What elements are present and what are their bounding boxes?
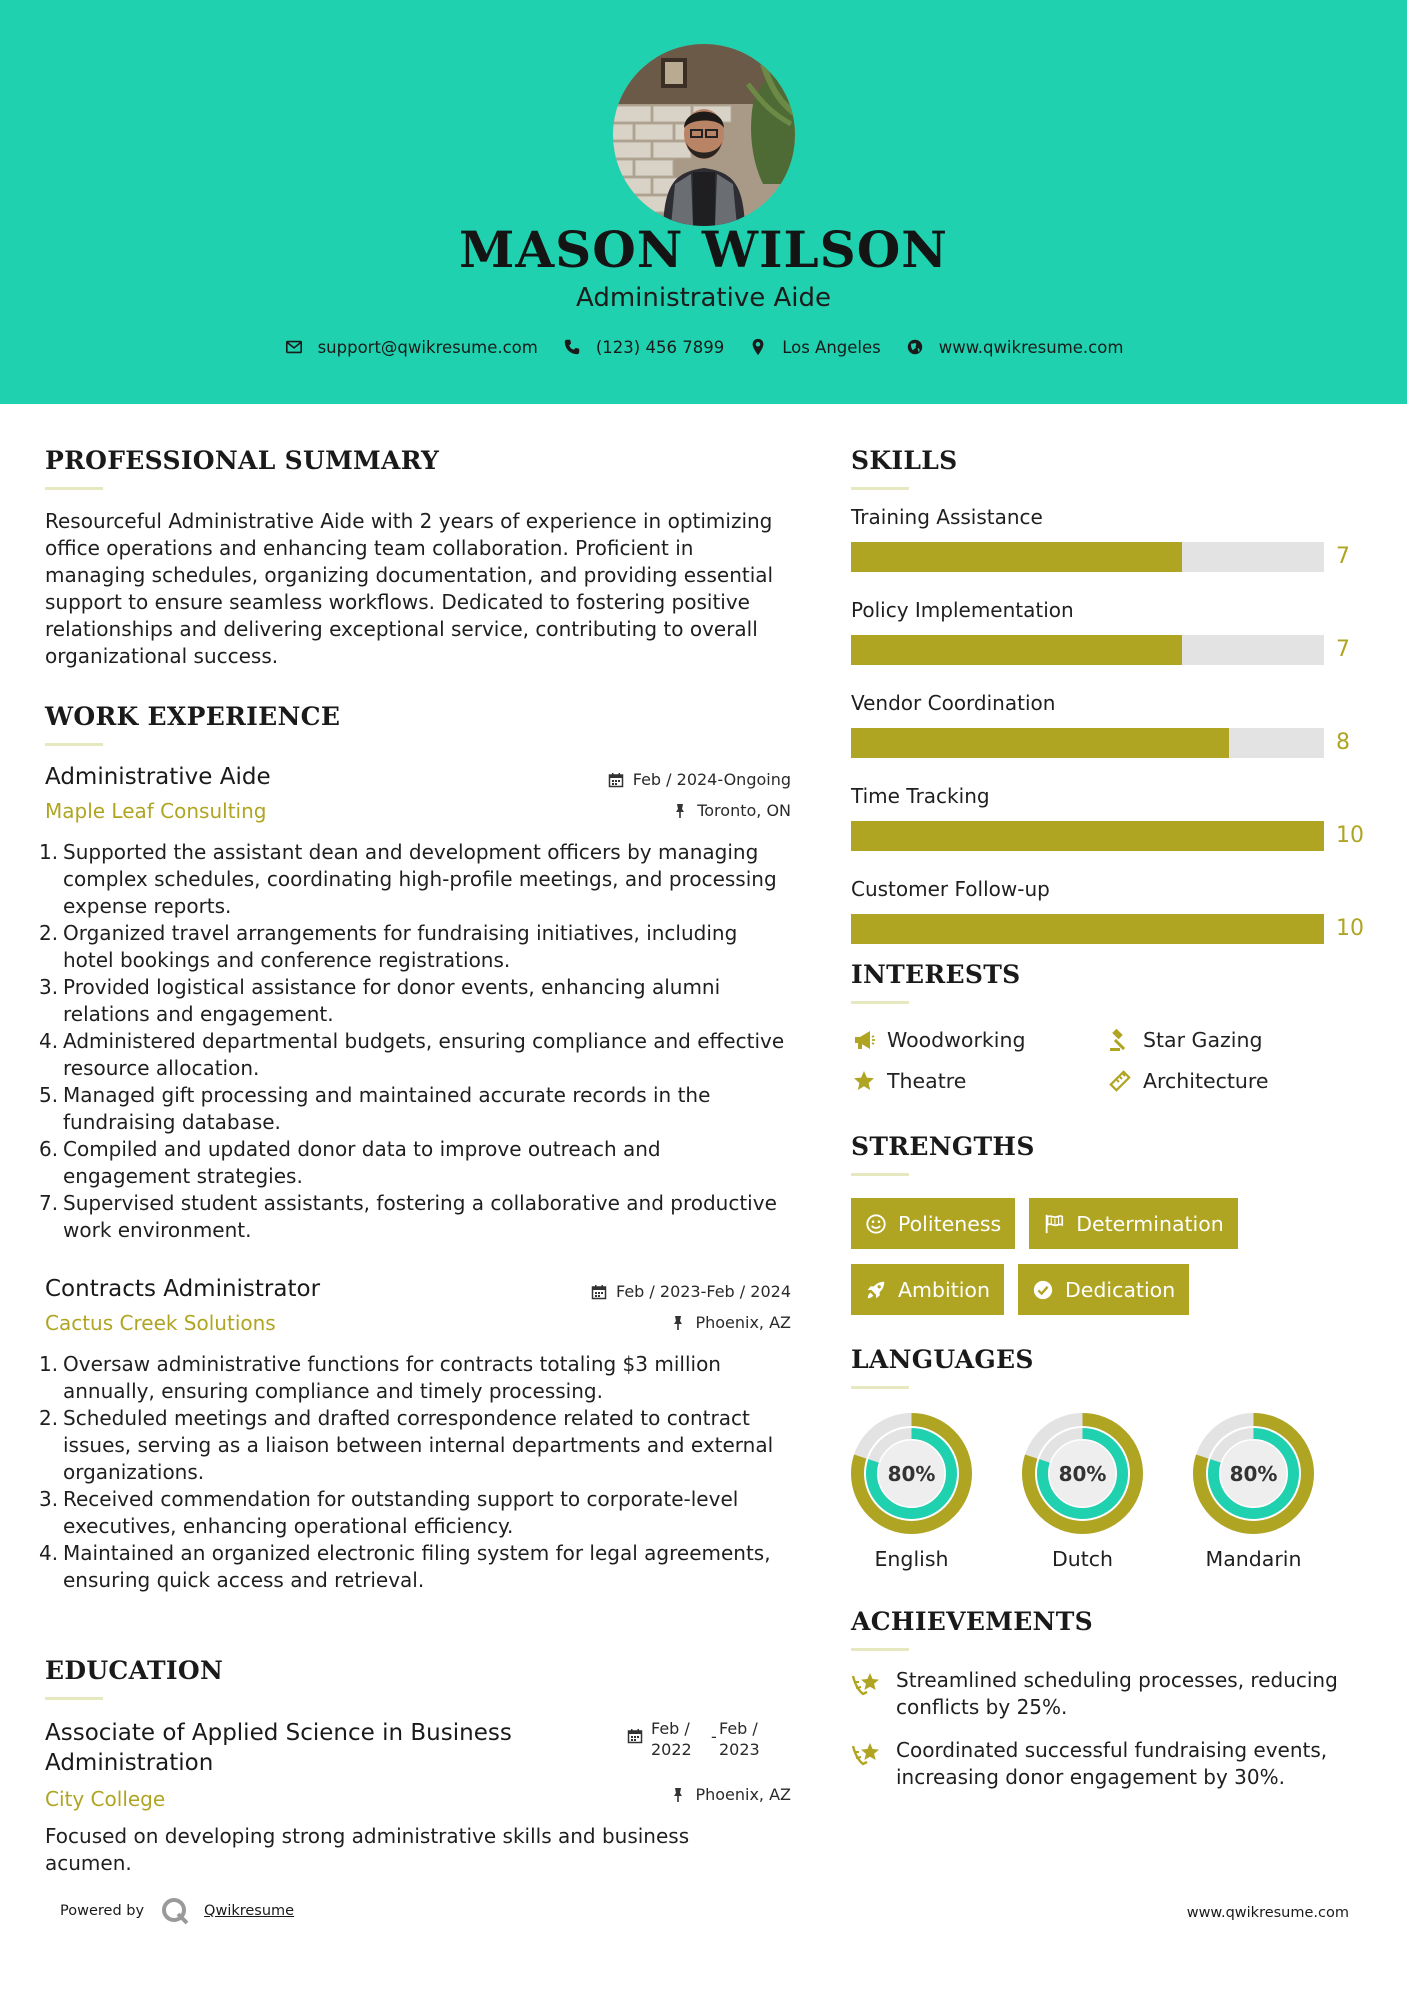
strengths-heading: STRENGTHS xyxy=(851,1132,1035,1161)
skill-item xyxy=(851,877,1371,944)
phone-icon xyxy=(562,337,582,357)
list-item: 3. Received commendation for outstanding support to corporate-level executives, enhancing operational efficiency. xyxy=(39,1487,739,1538)
achievement-text: Streamlined scheduling processes, reducing conflicts by 25%. xyxy=(896,1668,1338,1719)
interest-label: Theatre xyxy=(887,1069,967,1093)
profile-photo xyxy=(613,44,795,226)
job-entry xyxy=(39,764,791,1244)
skill-bar-fill xyxy=(851,542,1182,572)
experience-heading: WORK EXPERIENCE xyxy=(45,702,341,731)
skill-label: Vendor Coordination xyxy=(851,691,1056,715)
section-divider xyxy=(45,487,103,490)
languages-section xyxy=(851,1345,1371,1571)
rocket-icon xyxy=(865,1279,887,1301)
strengths-section xyxy=(851,1132,1371,1330)
job-date xyxy=(591,1282,791,1301)
interests-section xyxy=(851,960,1371,1093)
skill-item xyxy=(851,784,1371,851)
education-section xyxy=(45,1656,791,1877)
job-location xyxy=(670,1313,791,1332)
skill-bar xyxy=(851,821,1371,851)
map-pin-icon xyxy=(748,337,768,357)
list-item: 4. Maintained an organized electronic filing system for legal agreements, ensuring quick access and retrieval. xyxy=(39,1541,771,1592)
interests-list xyxy=(851,1028,1371,1093)
resume-header xyxy=(0,0,1407,404)
pushpin-icon xyxy=(670,1315,686,1331)
strength-chip xyxy=(1018,1264,1189,1315)
section-divider xyxy=(45,743,103,746)
job-title: Administrative Aide xyxy=(45,764,271,790)
language-percent: 80% xyxy=(887,1461,936,1486)
job-bullets xyxy=(39,839,791,1244)
skill-bar xyxy=(851,542,1371,572)
achievement-text: Coordinated successful fundraising events, increasing donor engagement by 30%. xyxy=(896,1738,1328,1789)
school-name: City College xyxy=(45,1787,166,1811)
skill-bar xyxy=(851,914,1371,944)
language-ring xyxy=(851,1413,972,1534)
star-icon xyxy=(851,1069,877,1093)
skill-bar-fill xyxy=(851,821,1324,851)
skill-bar-track xyxy=(851,635,1324,665)
section-divider xyxy=(851,487,909,490)
strength-label: Politeness xyxy=(898,1211,1002,1236)
language-item xyxy=(1022,1413,1193,1571)
skill-bar xyxy=(851,728,1371,758)
pushpin-icon xyxy=(670,1787,686,1803)
skill-bar-track xyxy=(851,821,1324,851)
location-text: Los Angeles xyxy=(782,337,881,357)
language-name: English xyxy=(874,1547,949,1571)
language-item xyxy=(851,1413,1022,1571)
job-location-text: Phoenix, AZ xyxy=(695,1313,791,1332)
skill-value: 10 xyxy=(1336,916,1364,941)
language-percent: 80% xyxy=(1058,1461,1107,1486)
pushpin-icon xyxy=(672,803,688,819)
footer-powered-by xyxy=(60,1896,294,1926)
skill-label: Time Tracking xyxy=(851,784,990,808)
achievements-heading: ACHIEVEMENTS xyxy=(851,1607,1093,1636)
section-divider xyxy=(851,1173,909,1176)
contact-phone[interactable] xyxy=(562,337,724,357)
list-item: 5. Managed gift processing and maintained accurate records in the fundraising database. xyxy=(39,1083,711,1134)
skill-bar-fill xyxy=(851,728,1229,758)
degree-line: Administration xyxy=(45,1750,214,1776)
section-divider xyxy=(851,1001,909,1004)
job-company: Maple Leaf Consulting xyxy=(45,799,267,823)
education-date: Feb / 2022 - Feb / 2023 xyxy=(627,1718,760,1760)
skill-bar-track xyxy=(851,728,1324,758)
language-ring xyxy=(1022,1413,1143,1534)
star-medal-icon xyxy=(851,1668,887,1698)
language-name: Dutch xyxy=(1051,1547,1114,1571)
strength-label: Ambition xyxy=(898,1277,990,1302)
website-text[interactable]: www.qwikresume.com xyxy=(938,337,1124,357)
list-item: 6. Compiled and updated donor data to improve outreach and engagement strategies. xyxy=(39,1137,661,1188)
languages-heading: LANGUAGES xyxy=(851,1345,1034,1374)
education-entry xyxy=(45,1718,791,1877)
skill-bar xyxy=(851,635,1371,665)
job-date-text: Feb / 2024-Ongoing xyxy=(632,770,791,789)
achievement-item xyxy=(851,1667,1371,1721)
achievement-item xyxy=(851,1737,1371,1791)
job-date-text: Feb / 2023-Feb / 2024 xyxy=(616,1282,791,1301)
phone-text[interactable]: (123) 456 7899 xyxy=(595,337,725,357)
interest-item xyxy=(1107,1069,1363,1093)
contact-email[interactable] xyxy=(284,337,538,357)
qwikresume-link[interactable]: Qwikresume xyxy=(204,1903,295,1919)
summary-text: Resourceful Administrative Aide with 2 years of experience in optimizing office operations and enhancing team collaboration. Proficient in managing schedules, organizing documentation, and providing essential support to ensure seamless workflows. Dedicated to fostering positive relationships and delivering exceptional service, contributing to overall organizational success. xyxy=(45,509,774,668)
contact-bar xyxy=(0,337,1407,357)
skill-bar-fill xyxy=(851,635,1182,665)
job-title: Contracts Administrator xyxy=(45,1276,321,1302)
interest-label: Architecture xyxy=(1143,1069,1269,1093)
job-company: Cactus Creek Solutions xyxy=(45,1311,276,1335)
job-bullets xyxy=(39,1351,791,1594)
skill-label: Policy Implementation xyxy=(851,598,1074,622)
interest-item xyxy=(851,1069,1107,1093)
skill-item xyxy=(851,598,1371,665)
summary-section xyxy=(45,446,791,670)
skills-heading: SKILLS xyxy=(851,446,958,475)
list-item: 1. Oversaw administrative functions for contracts totaling $3 million annually, ensuring compliance and timely processing. xyxy=(39,1352,721,1403)
achievements-section xyxy=(851,1607,1371,1791)
section-divider xyxy=(851,1648,909,1651)
strength-chip xyxy=(851,1198,1015,1249)
job-location xyxy=(672,801,791,820)
education-description: Focused on developing strong administrative skills and business acumen. xyxy=(45,1824,690,1875)
skill-label: Training Assistance xyxy=(851,505,1043,529)
envelope-icon xyxy=(284,337,304,357)
education-location-text: Phoenix, AZ xyxy=(695,1785,791,1804)
language-item xyxy=(1193,1413,1364,1571)
strength-chip xyxy=(851,1264,1004,1315)
language-name: Mandarin xyxy=(1205,1547,1302,1571)
job-location-text: Toronto, ON xyxy=(697,801,791,820)
bullhorn-icon xyxy=(851,1028,877,1052)
languages-list xyxy=(851,1413,1371,1571)
experience-section xyxy=(39,702,791,1594)
summary-heading: PROFESSIONAL SUMMARY xyxy=(45,446,440,475)
candidate-name: MASON WILSON xyxy=(459,220,948,279)
list-item: 2. Scheduled meetings and drafted correspondence related to contract issues, serving as a liaison between internal departments and external organizations. xyxy=(39,1406,774,1484)
degree-line: Associate of Applied Science in Business xyxy=(45,1720,512,1746)
list-item: 1. Supported the assistant dean and development officers by managing complex schedules, coordinating high-profile meetings, and processing expense reports. xyxy=(39,840,777,918)
gavel-icon xyxy=(1107,1028,1133,1052)
contact-website[interactable] xyxy=(905,337,1124,357)
strength-chip xyxy=(1029,1198,1238,1249)
list-item: 4. Administered departmental budgets, ensuring compliance and effective resource allocation. xyxy=(39,1029,785,1080)
job-date xyxy=(608,770,791,789)
calendar-icon xyxy=(608,772,624,788)
language-ring xyxy=(1193,1413,1314,1534)
interest-item xyxy=(1107,1028,1363,1052)
skills-list xyxy=(851,505,1371,944)
candidate-title: Administrative Aide xyxy=(575,283,832,313)
list-item: 7. Supervised student assistants, fostering a collaborative and productive work environment. xyxy=(39,1191,777,1242)
star-medal-icon xyxy=(851,1738,887,1768)
list-item: 3. Provided logistical assistance for donor events, enhancing alumni relations and engagement. xyxy=(39,975,721,1026)
skill-bar-track xyxy=(851,914,1324,944)
qwikresume-logo-icon xyxy=(160,1896,190,1926)
powered-by-text: Powered by xyxy=(60,1903,145,1919)
strength-label: Dedication xyxy=(1064,1277,1176,1302)
achievements-list xyxy=(851,1667,1371,1791)
section-divider xyxy=(851,1386,909,1389)
list-item: 2. Organized travel arrangements for fundraising initiatives, including hotel bookings and conference registrations. xyxy=(39,921,738,972)
calendar-icon xyxy=(627,1728,643,1744)
contact-location xyxy=(748,337,881,357)
skill-bar-fill xyxy=(851,914,1324,944)
job-entry xyxy=(39,1276,791,1594)
education-heading: EDUCATION xyxy=(45,1656,224,1685)
smile-icon xyxy=(865,1213,887,1235)
interest-item xyxy=(851,1028,1107,1052)
interest-label: Woodworking xyxy=(887,1028,1026,1052)
ruler-icon xyxy=(1107,1069,1133,1093)
skill-value: 7 xyxy=(1336,637,1350,662)
strengths-list xyxy=(851,1198,1371,1330)
strength-label: Determination xyxy=(1076,1211,1224,1236)
calendar-icon xyxy=(591,1284,607,1300)
skill-item xyxy=(851,505,1371,572)
interests-heading: INTERESTS xyxy=(851,960,1021,989)
skill-label: Customer Follow-up xyxy=(851,877,1050,901)
section-divider xyxy=(45,1697,103,1700)
skill-bar-track xyxy=(851,542,1324,572)
education-location xyxy=(670,1785,791,1804)
skill-value: 10 xyxy=(1336,823,1364,848)
check-circle-icon xyxy=(1032,1279,1054,1301)
email-text[interactable]: support@qwikresume.com xyxy=(317,337,538,357)
skill-value: 7 xyxy=(1336,544,1350,569)
globe-icon xyxy=(905,337,925,357)
skill-value: 8 xyxy=(1336,730,1350,755)
flag-icon xyxy=(1043,1213,1065,1235)
language-percent: 80% xyxy=(1229,1461,1278,1486)
skill-item xyxy=(851,691,1371,758)
interest-label: Star Gazing xyxy=(1143,1028,1263,1052)
skills-section xyxy=(851,446,1371,944)
footer-website[interactable]: www.qwikresume.com xyxy=(1186,1905,1349,1921)
